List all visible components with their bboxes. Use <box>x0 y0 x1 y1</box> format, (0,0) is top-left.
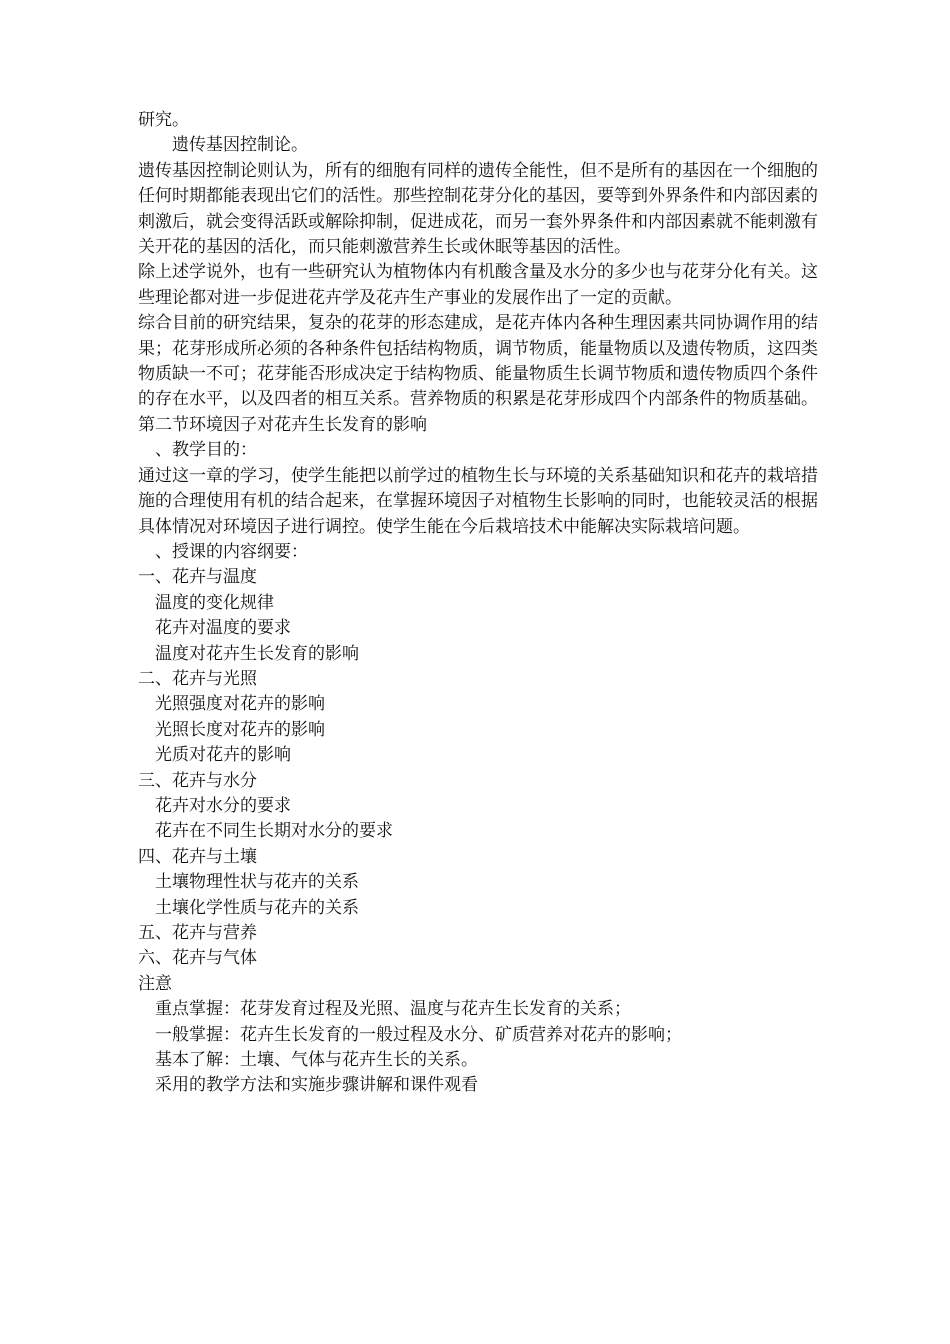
outline-item: 花卉对水分的要求 <box>155 795 291 816</box>
notes-heading: 注意 <box>138 973 172 994</box>
outline-item: 温度对花卉生长发育的影响 <box>155 643 359 664</box>
objective-heading: 、教学目的： <box>155 440 257 461</box>
outline-item: 三、花卉与水分 <box>138 770 257 791</box>
note-item: 采用的教学方法和实施步骤讲解和课件观看 <box>155 1075 478 1096</box>
outline-item: 二、花卉与光照 <box>138 668 257 689</box>
paragraph: 综合目前的研究结果，复杂的花芽的形态建成，是花卉体内各种生理因素共同协调作用的结果；花芽形成所必须的各种条件包括结构物质，调节物质，能量物质以及遗传物质，这四类物质缺一不可；花芽能否形成决定于结构物质、能量物质生长调节物质和遗传物质四个条件的存在水平，以及四者的相互关系。营养物质的积累是花芽形成四个内部条件的物质基础。 <box>138 313 818 410</box>
outline-item: 光照强度对花卉的影响 <box>155 694 325 715</box>
note-item: 一般掌握：花卉生长发育的一般过程及水分、矿质营养对花卉的影响； <box>155 1024 682 1045</box>
outline-item: 花卉在不同生长期对水分的要求 <box>155 821 393 842</box>
outline-item: 光照长度对花卉的影响 <box>155 719 325 740</box>
outline-item: 光质对花卉的影响 <box>155 745 291 766</box>
outline-item: 四、花卉与土壤 <box>138 846 257 867</box>
outline-item: 六、花卉与气体 <box>138 948 257 969</box>
document-page <box>138 108 818 1099</box>
subheading: 遗传基因控制论。 <box>172 135 308 156</box>
paragraph: 除上述学说外，也有一些研究认为植物体内有机酸含量及水分的多少也与花芽分化有关。这些理论都对进一步促进花卉学及花卉生产事业的发展作出了一定的贡献。 <box>138 262 818 308</box>
outline-item: 土壤化学性质与花卉的关系 <box>155 897 359 918</box>
note-item: 基本了解：土壤、气体与花卉生长的关系。 <box>155 1050 478 1071</box>
objective-paragraph: 通过这一章的学习，使学生能把以前学过的植物生长与环境的关系基础知识和花卉的栽培措施的合理使用有机的结合起来，在掌握环境因子对植物生长影响的同时，也能较灵活的根据具体情况对环境因子进行调控。使学生能在今后栽培技术中能解决实际栽培问题。 <box>138 465 818 537</box>
outline-item: 温度的变化规律 <box>155 592 274 613</box>
outline-item: 花卉对温度的要求 <box>155 618 291 639</box>
outline-item: 五、花卉与营养 <box>138 923 257 943</box>
text-line: 研究。 <box>138 110 189 130</box>
paragraph: 遗传基因控制论则认为，所有的细胞有同样的遗传全能性，但不是所有的基因在一个细胞的任何时期都能表现出它们的活性。那些控制花芽分化的基因，要等到外界条件和内部因素的刺激后，就会变得活跃或解除抑制，促进成花，而另一套外界条件和内部因素就不能刺激有关开花的基因的活化，而只能刺激营养生长或休眠等基因的活性。 <box>138 160 818 258</box>
outline-list <box>138 565 818 972</box>
outline-item: 一、花卉与温度 <box>138 567 257 588</box>
outline-item: 土壤物理性状与花卉的关系 <box>155 872 359 893</box>
note-item: 重点掌握：花芽发育过程及光照、温度与花卉生长发育的关系； <box>155 999 631 1020</box>
outline-heading: 、授课的内容纲要： <box>155 541 308 562</box>
notes-list <box>138 997 818 1099</box>
section-title: 第二节环境因子对花卉生长发育的影响 <box>138 414 427 435</box>
